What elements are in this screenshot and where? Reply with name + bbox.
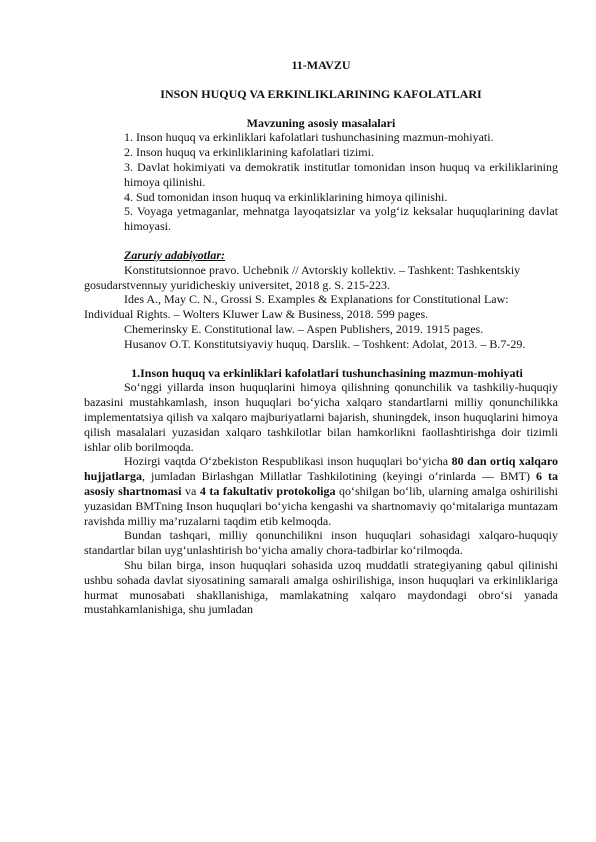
paragraph-4: Shu bilan birga, inson huquqlari sohasida uzoq muddatli strategiyaning qabul qilinishi ushbu sohada davlat siyosatining samarali amalga oshirilishiga, inson huquqlari va erkinliklariga hurmat munosabati shakllanishiga, mamlakatning xalqaro maydondagi obro‘si yanada mustahkamlanishiga, shu jumladan [84, 557, 558, 617]
question-item: 1. Inson huquq va erkinliklari kafolatlari tushunchasining mazmun-mohiyati. [124, 130, 494, 145]
question-item: 5. Voyaga yetmaganlar, mehnatga layoqatsizlar va yolg‘iz keksalar huquqlarining davlat himoyasi. [124, 204, 558, 234]
paragraph-2-text: va [181, 483, 200, 498]
question-item: 4. Sud tomonidan inson huquq va erkinliklarining himoya qilinishi. [124, 189, 448, 204]
section-heading: 1.Inson huquq va erkinliklari kafolatlari tushunchasining mazmun-mohiyati [131, 365, 523, 380]
paragraph-2-bold-treaties: 6 ta asosiy shartnomasi [84, 469, 559, 498]
paragraph-2 [84, 454, 558, 528]
topic-number: 11-MAVZU [291, 58, 351, 72]
paragraph-2-bold-protocols: 4 ta fakultativ protokoliga [199, 483, 336, 498]
paragraph-2-text: , jumladan Birlashgan Millatlar Tashkilotining (keyingi o‘rinlarda — BMT) [142, 469, 536, 484]
questions-list [84, 130, 558, 234]
paragraph-3: Bundan tashqari, milliy qonunchilikni inson huquqlari sohasidagi xalqaro-huquqiy standartlar bilan uyg‘unlashtirish bo‘yicha amaliy chora-tadbirlar ko‘rilmoqda. [84, 528, 558, 558]
reference-item: Ides A., May C. N., Grossi S. Examples & Explanations for Constitutional Law: Individual Rights. – Wolters Kluwer Law & Business, 2018. 599 pages. [84, 292, 509, 322]
references-heading: Zaruriy adabiyotlar: [124, 247, 225, 262]
question-item: 2. Inson huquq va erkinliklarining kafolatlari tizimi. [124, 145, 374, 160]
paragraph-1: So‘nggi yillarda inson huquqlarini himoya qilishning qonunchilik va tashkiliy-huquqiy bazasini mustahkamlash, inson huquqlari bo‘yicha xalqaro standartlarni milliy qonunchilikka implementatsiya qilish va xalqaro majburiyatlarni bajarish, shuningdek, inson huquqlarini himoya qilish masalalari yuzasidan xalqaro tashkilotlar bilan hamkorlikni faollashtirishga doir tizimli ishlar olib borilmoqda. [84, 380, 558, 454]
paragraph-2-bold-documents: 80 dan ortiq xalqaro hujjatlarga [84, 454, 558, 484]
paragraph-2-text: qo‘shilgan bo‘lib, ularning amalga oshirilishi yuzasidan BMTning Inson huquqlari bo‘yicha kengashi va shartnomaviy qo‘mitalariga muntazam ravishda milliy ma’ruzalarni taqdim etib kelmoqda. [84, 483, 559, 528]
paragraph-2-text: Hozirgi vaqtda O‘zbekiston Respublikasi inson huquqlari bo‘yicha [124, 454, 452, 469]
references-list [84, 263, 558, 352]
document-title: INSON HUQUQ VA ERKINLIKLARINING KAFOLATLARI [160, 86, 482, 101]
document-page [84, 58, 558, 617]
questions-heading: Mavzuning asosiy masalalari [246, 115, 396, 130]
reference-item: Konstitutsionnoe pravo. Uchebnik // Avtorskiy kollektiv. – Tashkent: Tashkentskiy gosudarstvennыy yuridicheskiy universitet, 2018 g. S. 215-223. [84, 262, 521, 292]
reference-item: Chemerinsky E. Constitutional law. – Aspen Publishers, 2019. 1915 pages. [124, 321, 484, 336]
reference-item: Husanov O.T. Konstitutsiyaviy huquq. Darslik. – Toshkent: Adolat, 2013. – B.7-29. [124, 336, 526, 351]
question-item: 3. Davlat hokimiyati va demokratik institutlar tomonidan inson huquq va erkiliklarining himoya qilinishi. [124, 159, 558, 189]
